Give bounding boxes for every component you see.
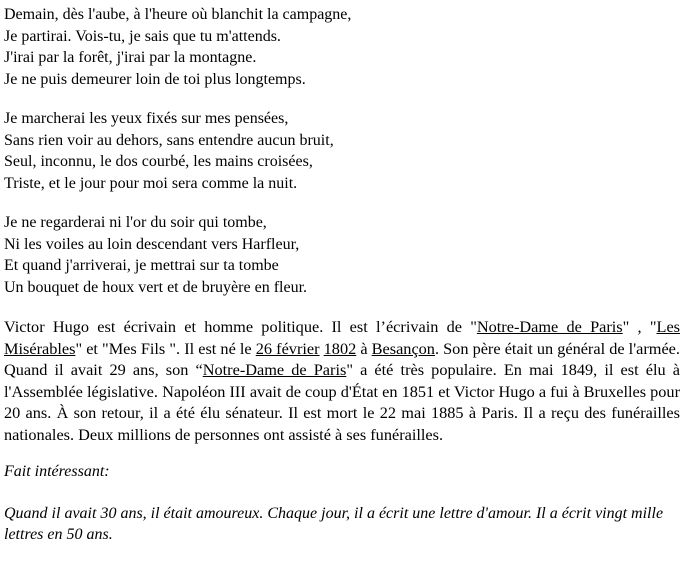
- poem-stanza-3: [4, 212, 682, 298]
- poem-line: J'irai par la forêt, j'irai par la montagne.: [4, 49, 257, 66]
- link-birth-year[interactable]: 1802: [323, 338, 357, 358]
- link-notre-dame-de-paris[interactable]: Notre-Dame de Paris: [476, 317, 623, 336]
- bio-text: " , ": [622, 317, 657, 336]
- poem-line: Sans rien voir au dehors, sans entendre aucun bruit,: [4, 131, 334, 149]
- biography-paragraph: [4, 316, 680, 445]
- fact-body: Quand il avait 30 ans, il était amoureux. Chaque jour, il a écrit une lettre d'amour. Il a écrit vingt mille lettres en 50 ans.: [4, 504, 664, 543]
- link-birth-date[interactable]: 26 février: [255, 338, 320, 358]
- poem-line: Je partirai. Vois-tu, je sais que tu m'attends.: [4, 27, 281, 45]
- bio-text: " a été très populaire. En mai 1849, il est élu à l'Assemblée législative. Napoléon III avait de coup d'État en 1851 et Victor Hugo a fui à Bruxelles pour 20 ans. À son retour, il a été élu sénateur. Il est mort le 22 mai 1885 à Paris. Il a reçu des funérailles nationales. Deux millions de personnes ont assisté à ses funérailles.: [4, 360, 680, 444]
- poem-line: Ni les voiles au loin descendant vers Harfleur,: [4, 235, 300, 253]
- bio-text: " et "Mes Fils ". Il est né le: [75, 338, 256, 358]
- poem-stanza-2: [4, 108, 682, 194]
- poem-line: Et quand j'arriverai, je mettrai sur ta tombe: [4, 257, 279, 274]
- document-page: [4, 4, 682, 546]
- poem-stanza-1: [4, 4, 682, 90]
- poem-line: Demain, dès l'aube, à l'heure où blanchit la campagne,: [4, 6, 352, 23]
- poem-line: Je marcherai les yeux fixés sur mes pensées,: [4, 110, 289, 127]
- poem-line: Seul, inconnu, le dos courbé, les mains croisées,: [4, 153, 313, 170]
- poem-line: Je ne puis demeurer loin de toi plus longtemps.: [4, 70, 306, 88]
- bio-text: . Son père était un général de l'armée. Quand il avait 29 ans, son “: [4, 338, 680, 379]
- bio-text: Victor Hugo est écrivain et homme politique. Il est l’écrivain de ": [4, 317, 477, 336]
- poem-line: Un bouquet de houx vert et de bruyère en fleur.: [4, 278, 308, 296]
- link-notre-dame-de-paris-2[interactable]: Notre-Dame de Paris: [202, 360, 347, 379]
- fact-heading: Fait intéressant:: [4, 463, 110, 480]
- bio-text: à: [356, 338, 372, 358]
- link-les-miserables[interactable]: Les Misérables: [4, 317, 681, 358]
- link-besancon[interactable]: Besançon: [371, 338, 435, 358]
- poem-line: Triste, et le jour pour moi sera comme la nuit.: [4, 174, 298, 192]
- poem-line: Je ne regarderai ni l'or du soir qui tombe,: [4, 214, 267, 231]
